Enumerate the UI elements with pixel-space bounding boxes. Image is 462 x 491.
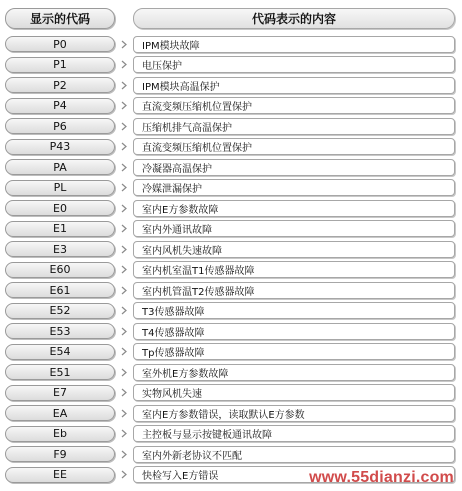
code-description: 直流变频压缩机位置保护 bbox=[133, 138, 455, 155]
table-row bbox=[5, 321, 455, 342]
table-row bbox=[5, 403, 455, 424]
table-row bbox=[5, 239, 455, 260]
table-row bbox=[5, 137, 455, 158]
code-description: 室内机管温T2传感器故障 bbox=[133, 282, 455, 299]
code-description: 电压保护 bbox=[133, 56, 455, 73]
code-description: 室内外新老协议不匹配 bbox=[133, 446, 455, 463]
code-description: 室内E方参数错误，读取默认E方参数 bbox=[133, 405, 455, 422]
table-row bbox=[5, 55, 455, 76]
site-watermark: www.55dianzi.com bbox=[309, 469, 454, 486]
code-description: 直流变频压缩机位置保护 bbox=[133, 97, 455, 114]
display-code: Eb bbox=[5, 426, 115, 442]
display-code: E0 bbox=[5, 200, 115, 216]
table-body bbox=[5, 34, 455, 485]
chevron-right-icon bbox=[115, 81, 133, 90]
display-code: E7 bbox=[5, 385, 115, 401]
display-code: E54 bbox=[5, 344, 115, 360]
display-code: P2 bbox=[5, 77, 115, 93]
code-description: 主控板与显示按键板通讯故障 bbox=[133, 425, 455, 442]
chevron-right-icon bbox=[115, 163, 133, 172]
table-row bbox=[5, 96, 455, 117]
chevron-right-icon bbox=[115, 101, 133, 110]
chevron-right-icon bbox=[115, 40, 133, 49]
table-row bbox=[5, 75, 455, 96]
display-code: P1 bbox=[5, 57, 115, 73]
code-description: 压缩机排气高温保护 bbox=[133, 118, 455, 135]
chevron-right-icon bbox=[115, 388, 133, 397]
display-code: EA bbox=[5, 405, 115, 421]
display-code: E52 bbox=[5, 303, 115, 319]
display-code: P6 bbox=[5, 118, 115, 134]
description-column-header: 代码表示的内容 bbox=[133, 8, 455, 29]
chevron-right-icon bbox=[115, 450, 133, 459]
display-code: PA bbox=[5, 159, 115, 175]
chevron-right-icon bbox=[115, 368, 133, 377]
chevron-right-icon bbox=[115, 327, 133, 336]
code-description: 室内风机失速故障 bbox=[133, 241, 455, 258]
chevron-right-icon bbox=[115, 183, 133, 192]
table-row bbox=[5, 280, 455, 301]
table-row bbox=[5, 34, 455, 55]
chevron-right-icon bbox=[115, 142, 133, 151]
code-column-header: 显示的代码 bbox=[5, 8, 115, 29]
chevron-right-icon bbox=[115, 470, 133, 479]
chevron-right-icon bbox=[115, 122, 133, 131]
display-code: P0 bbox=[5, 36, 115, 52]
display-code: E51 bbox=[5, 364, 115, 380]
code-description: 实物风机失速 bbox=[133, 384, 455, 401]
code-description: 室内机室温T1传感器故障 bbox=[133, 261, 455, 278]
table-row bbox=[5, 444, 455, 465]
table-row bbox=[5, 383, 455, 404]
code-description: 室内E方参数故障 bbox=[133, 200, 455, 217]
display-code: F9 bbox=[5, 446, 115, 462]
display-code: P43 bbox=[5, 139, 115, 155]
code-description: T4传感器故障 bbox=[133, 323, 455, 340]
display-code: EE bbox=[5, 467, 115, 483]
chevron-right-icon bbox=[115, 224, 133, 233]
chevron-right-icon bbox=[115, 306, 133, 315]
code-description: Tp传感器故障 bbox=[133, 343, 455, 360]
table-header bbox=[5, 6, 455, 30]
display-code: E60 bbox=[5, 262, 115, 278]
code-table bbox=[5, 6, 455, 485]
chevron-right-icon bbox=[115, 60, 133, 69]
display-code: E3 bbox=[5, 241, 115, 257]
table-row bbox=[5, 157, 455, 178]
table-row bbox=[5, 178, 455, 199]
table-row bbox=[5, 342, 455, 363]
table-row bbox=[5, 260, 455, 281]
display-code: E61 bbox=[5, 282, 115, 298]
code-description: IPM模块故障 bbox=[133, 36, 455, 53]
display-code: PL bbox=[5, 180, 115, 196]
chevron-right-icon bbox=[115, 265, 133, 274]
table-row bbox=[5, 301, 455, 322]
chevron-right-icon bbox=[115, 204, 133, 213]
table-row bbox=[5, 219, 455, 240]
chevron-right-icon bbox=[115, 286, 133, 295]
code-description: 快检写入E方错误 bbox=[133, 466, 455, 483]
chevron-right-icon bbox=[115, 429, 133, 438]
chevron-right-icon bbox=[115, 347, 133, 356]
table-row bbox=[5, 116, 455, 137]
display-code: E1 bbox=[5, 221, 115, 237]
code-description: 室内外通讯故障 bbox=[133, 220, 455, 237]
display-code: P4 bbox=[5, 98, 115, 114]
display-code: E53 bbox=[5, 323, 115, 339]
table-row bbox=[5, 198, 455, 219]
chevron-right-icon bbox=[115, 409, 133, 418]
table-row bbox=[5, 362, 455, 383]
code-description: 冷媒泄漏保护 bbox=[133, 179, 455, 196]
code-description: 室外机E方参数故障 bbox=[133, 364, 455, 381]
code-description: 冷凝器高温保护 bbox=[133, 159, 455, 176]
table-row bbox=[5, 424, 455, 445]
chevron-right-icon bbox=[115, 245, 133, 254]
code-description: IPM模块高温保护 bbox=[133, 77, 455, 94]
code-description: T3传感器故障 bbox=[133, 302, 455, 319]
